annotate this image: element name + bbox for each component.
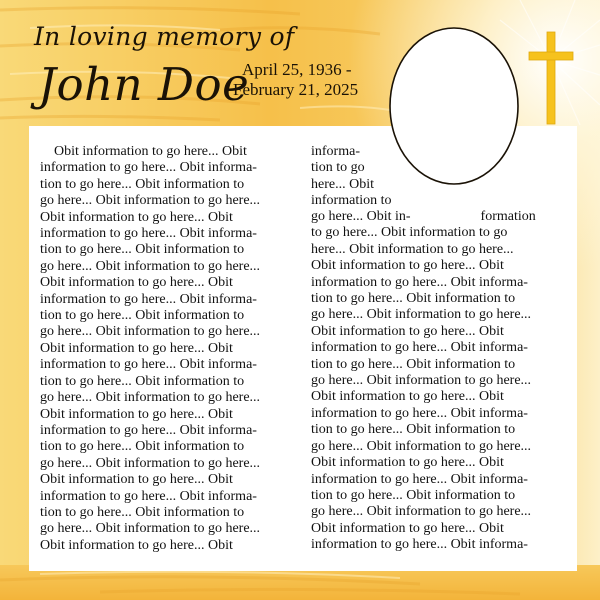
obituary-line: go here... Obit information to go here... (40, 390, 261, 406)
obituary-line: Obit information to go here... Obit (311, 323, 504, 339)
death-date: February 21, 2025 (233, 80, 359, 99)
obituary-line: information to go here... Obit informa- (40, 422, 257, 438)
obituary-column-right (311, 209, 536, 554)
obituary-line: tion to go here... Obit information to (311, 422, 516, 438)
obituary-line: information to go here... Obit informa- (40, 291, 257, 307)
obituary-line: go here... Obit in- formation (311, 209, 536, 224)
obituary-line: tion to go here... Obit information to (311, 356, 516, 372)
obituary-line: tion to go here... Obit information to (40, 308, 245, 324)
obituary-line: information to go here... Obit informa- (311, 405, 528, 421)
birth-date: April 25, 1936 - (242, 60, 352, 79)
obituary-line: go here... Obit information to go here... (40, 193, 261, 209)
obituary-line: Obit information to go here... Obit (40, 275, 233, 291)
obituary-line: information to go here... Obit informa- (311, 340, 528, 356)
obituary-line: tion to go here... Obit information to (40, 242, 245, 258)
obituary-line: Obit information to go here... Obit (40, 340, 233, 356)
obituary-line: to go here... Obit information to go (311, 225, 508, 241)
obituary-line: Obit information to go here... Obit (311, 520, 504, 536)
memorial-subtitle: In loving memory of (34, 22, 295, 51)
obituary-line: information to go here... Obit informa- (40, 357, 257, 373)
obituary-line: tion to go here... Obit information to (40, 176, 245, 192)
obituary-line: go here... Obit information to go here... (311, 307, 532, 323)
photo-placeholder (388, 26, 520, 186)
obituary-line: go here... Obit information to go here... (40, 455, 261, 471)
obituary-line: go here... Obit information to go here... (311, 373, 532, 389)
cross-icon (526, 30, 576, 125)
obituary-line: go here... Obit information to go here... (40, 258, 261, 274)
obituary-line: Obit information to go here... Obit (311, 389, 504, 405)
obituary-line: Obit information to go here... Obit (40, 472, 233, 488)
obituary-line: information to go here... Obit informa- (311, 537, 528, 553)
obituary-line: information to go here... Obit informa- (311, 471, 528, 487)
obituary-line: Obit information to go here... Obit (40, 537, 233, 553)
deceased-name: John Doe (38, 58, 250, 111)
obituary-line: information to (311, 193, 392, 209)
obituary-line: information to go here... Obit informa- (40, 226, 257, 242)
obituary-line: information to go here... Obit informa- (311, 274, 528, 290)
obituary-column-right-top (311, 144, 392, 210)
obituary-line: go here... Obit information to go here... (311, 504, 532, 520)
obituary-line: tion to go here... Obit information to (40, 373, 245, 389)
obituary-column-left (40, 144, 260, 554)
obituary-line: here... Obit (311, 176, 374, 192)
obituary-line: Obit information to go here... Obit (311, 258, 504, 274)
obituary-line: go here... Obit information to go here... (40, 324, 261, 340)
obituary-line: tion to go here... Obit information to (311, 291, 516, 307)
obituary-line: tion to go (311, 160, 365, 176)
obituary-line: Obit information to go here... Obit (40, 406, 233, 422)
obituary-line: tion to go here... Obit information to (40, 439, 245, 455)
obituary-line: Obit information to go here... Obit (311, 455, 504, 471)
obituary-line: information to go here... Obit informa- (40, 488, 257, 504)
obituary-line: here... Obit information to go here... (311, 241, 514, 257)
obituary-line: tion to go here... Obit information to (40, 504, 245, 520)
obituary-line: go here... Obit information to go here... (40, 521, 261, 537)
obituary-line: information to go here... Obit informa- (40, 160, 257, 176)
obituary-line: go here... Obit information to go here... (311, 438, 532, 454)
obituary-line: Obit information to go here... Obit (40, 144, 247, 159)
obituary-line: informa- (311, 144, 360, 159)
obituary-line: Obit information to go here... Obit (40, 209, 233, 225)
obituary-line: tion to go here... Obit information to (311, 487, 516, 503)
